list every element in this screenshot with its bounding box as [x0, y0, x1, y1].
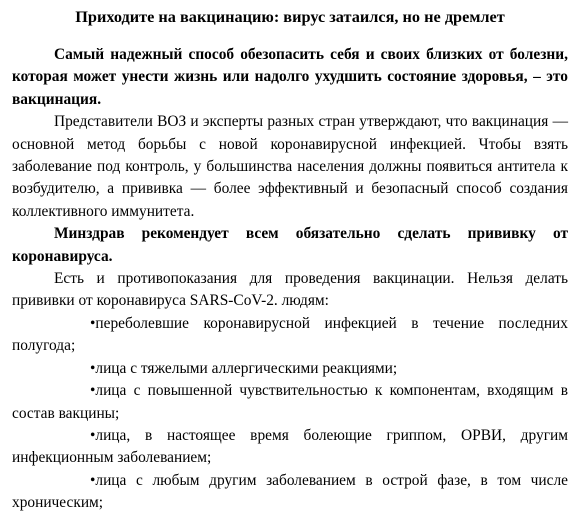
list-item-text: переболевшие коронавирусной инфекцией в течение последних полугода;: [12, 314, 568, 355]
list-item: [12, 425, 568, 470]
list-item-text: лица, в настоящее время болеющие гриппом, ОРВИ, другим инфекционным заболеванием;: [12, 426, 568, 467]
list-item-text: лица с повышенной чувствительностью к компонентам, входящим в состав вакцины;: [12, 382, 568, 422]
intro-paragraph: Самый надежный способ обезопасить себя и своих близких от болезни, которая может унести жизнь или надолго ухудшить состояние здоровья, – это вакцинация.: [12, 46, 568, 108]
list-item-text: лица с тяжелыми аллергическими реакциями;: [95, 359, 398, 377]
bullet-icon: •: [90, 471, 96, 489]
bullet-icon: •: [90, 382, 96, 400]
list-item: [12, 358, 568, 380]
who-paragraph: Представители ВОЗ и эксперты разных стран утверждают, что вакцинация — основной метод борьбы с новой коронавирусной инфекцией. Чтобы взять заболевание под контроль, у большинства населения должны появиться антитела к возбудителю, а прививка — более эффективный и безопасный способ создания коллективного иммунитета.: [12, 113, 568, 220]
list-item: [12, 470, 568, 515]
list-item: [12, 313, 568, 358]
contraindications-list: [12, 313, 568, 515]
list-item-text: лица с любым другим заболеванием в острой фазе, в том числе хроническим;: [12, 471, 568, 512]
contraindications-intro: Есть и противопоказания для проведения вакцинации. Нельзя делать прививки от коронавируса SARS-CoV-2. людям:: [12, 270, 568, 310]
bullet-icon: •: [90, 426, 96, 444]
document-title: Приходите на вакцинацию: вирус затаился, но не дремлет: [75, 7, 505, 26]
bullet-icon: •: [90, 314, 96, 332]
ministry-recommendation: Минздрав рекомендует всем обязательно сделать прививку от коронавируса.: [12, 225, 568, 265]
bullet-icon: •: [90, 359, 96, 377]
list-item: [12, 380, 568, 425]
